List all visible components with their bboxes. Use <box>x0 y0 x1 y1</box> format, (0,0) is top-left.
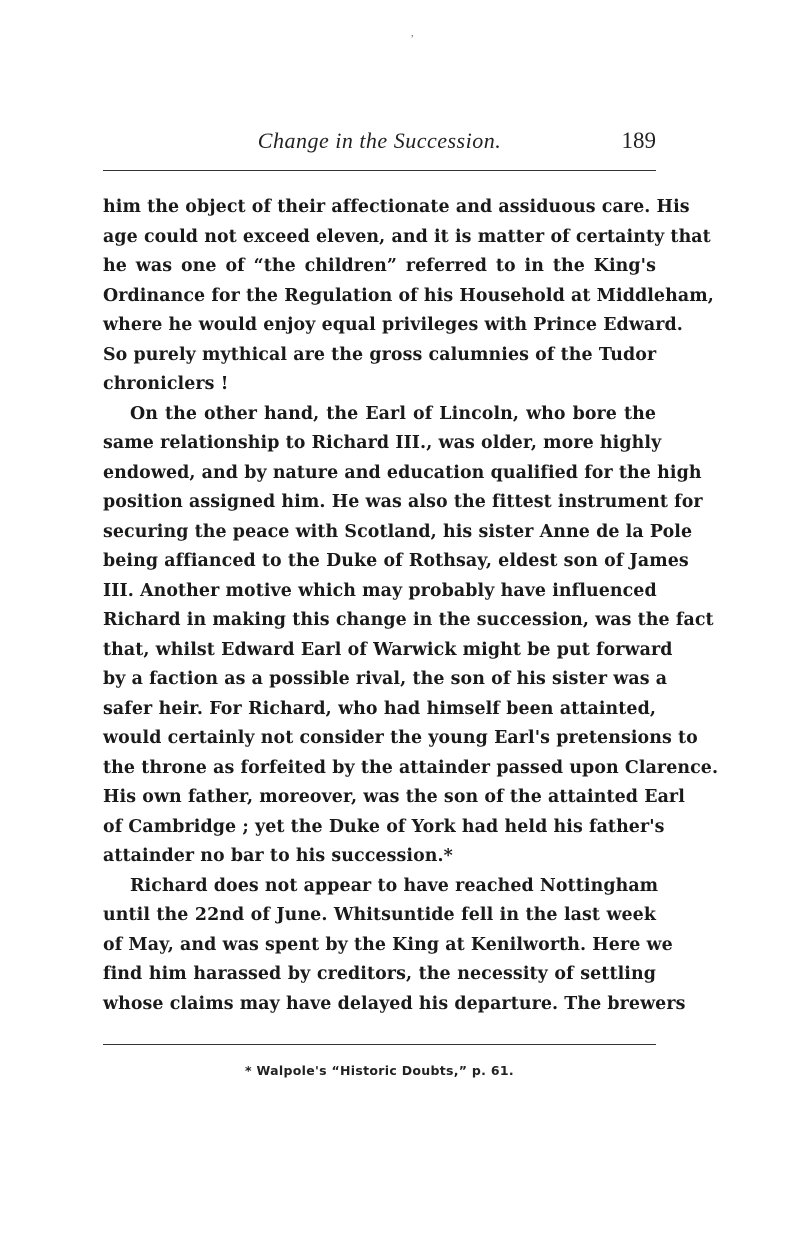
text-line: Richard in making this change in the succession, was the fact <box>103 610 714 630</box>
text-line: endowed, and by nature and education qualified for the high <box>103 462 702 483</box>
text-line: So purely mythical are the gross calumnies of the Tudor <box>103 344 657 365</box>
text-line: chroniclers ! <box>103 374 229 394</box>
text-line: same relationship to Richard III., was older, more highly <box>103 433 662 453</box>
print-speck: , <box>411 28 414 39</box>
text-line: whose claims may have delayed his departure. The brewers <box>103 993 686 1014</box>
footnote-rule <box>103 1044 656 1045</box>
text-line: age could not exceed eleven, and it is matter of certainty that <box>103 226 711 247</box>
running-head: Change in the Succession. <box>257 128 502 153</box>
text-line: he was one of “the children” referred to in the King's <box>103 256 656 276</box>
body-text <box>103 193 719 1019</box>
text-line: the throne as forfeited by the attainder passed upon Clarence. <box>103 757 719 778</box>
text-line: Richard does not appear to have reached Nottingham <box>130 875 659 896</box>
text-line: until the 22nd of June. Whitsuntide fell in the last week <box>103 905 656 925</box>
page-header <box>103 128 656 162</box>
text-line: him the object of their affectionate and assiduous care. His <box>103 197 690 217</box>
text-line: find him harassed by creditors, the necessity of settling <box>103 964 656 984</box>
text-line: Ordinance for the Regulation of his Household at Middleham, <box>103 285 714 306</box>
text-line: by a faction as a possible rival, the son of his sister was a <box>103 669 668 689</box>
text-line: of May, and was spent by the King at Kenilworth. Here we <box>103 934 673 955</box>
header-rule <box>103 170 656 171</box>
text-line: of Cambridge ; yet the Duke of York had held his father's <box>103 816 665 837</box>
text-line: where he would enjoy equal privileges with Prince Edward. <box>103 315 683 335</box>
page-number: 189 <box>621 128 656 153</box>
text-line: His own father, moreover, was the son of the attainted Earl <box>103 787 685 807</box>
footnote: * Walpole's “Historic Doubts,” p. 61. <box>245 1063 514 1078</box>
text-line: would certainly not consider the young Earl's pretensions to <box>103 728 698 748</box>
text-line: III. Another motive which may probably have influenced <box>103 580 657 601</box>
text-line: On the other hand, the Earl of Lincoln, who bore the <box>130 403 656 424</box>
text-line: attainder no bar to his succession.* <box>103 846 453 866</box>
text-line: securing the peace with Scotland, his sister Anne de la Pole <box>103 521 693 542</box>
text-line: safer heir. For Richard, who had himself been attainted, <box>103 698 656 719</box>
text-line: being affianced to the Duke of Rothsay, eldest son of James <box>103 551 689 571</box>
text-line: position assigned him. He was also the fittest instrument for <box>103 492 703 512</box>
text-line: that, whilst Edward Earl of Warwick might be put forward <box>103 639 673 660</box>
